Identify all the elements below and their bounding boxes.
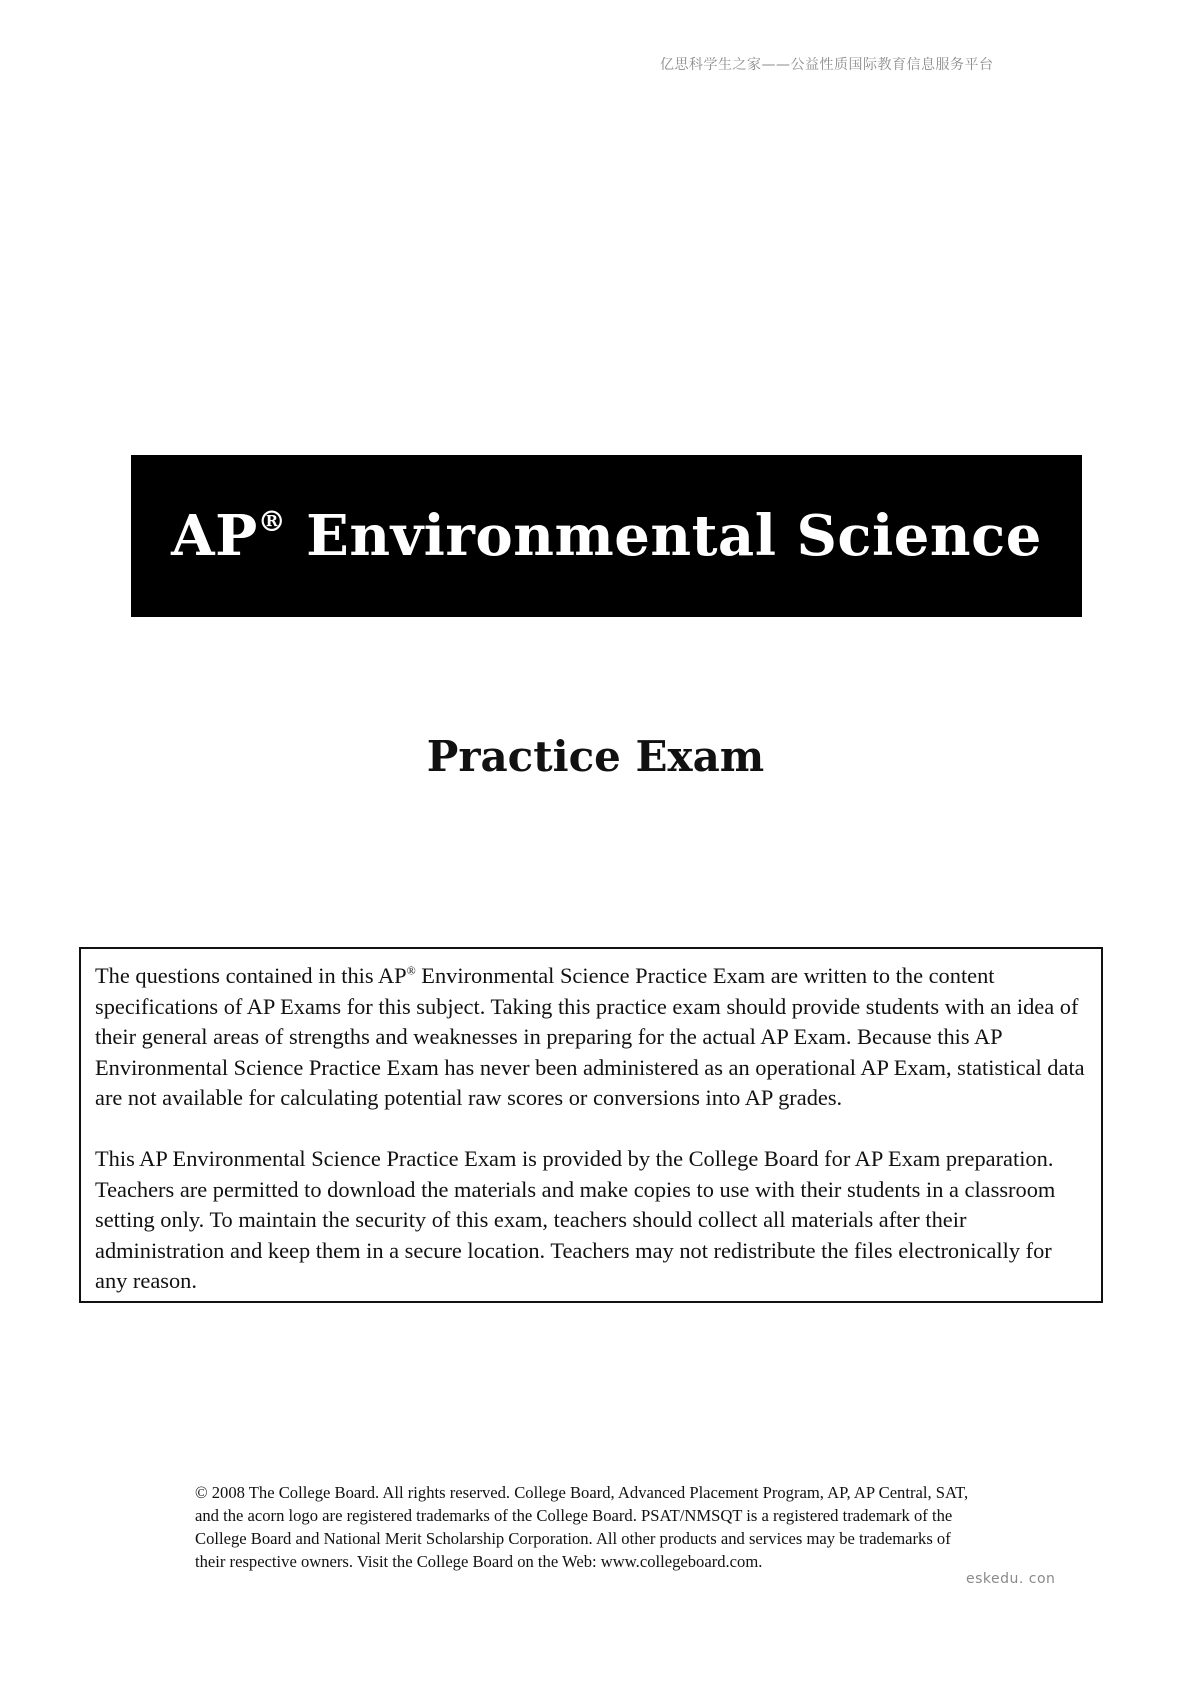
document-subtitle: Practice Exam	[426, 732, 765, 781]
title-banner	[131, 455, 1082, 617]
header-watermark: 亿思科学生之家——公益性质国际教育信息服务平台	[660, 57, 994, 73]
footer-watermark: eskedu. con	[966, 1571, 1056, 1587]
copyright-notice: © 2008 The College Board. All rights reserved. College Board, Advanced Placement Program, AP, AP Central, SAT, and the acorn logo are registered trademarks of the College Board. PSAT/NMSQT is a registered trademark of the College Board and National Merit Scholarship Corporation. All other products and services may be trademarks of their respective owners. Visit the College Board on the Web: www.collegeboard.com.	[195, 1483, 969, 1571]
registered-mark: ®	[257, 505, 287, 539]
notice-p1-prefix: The questions contained in this AP	[95, 963, 407, 988]
notice-paragraph-2: This AP Environmental Science Practice Exam is provided by the College Board for AP Exam preparation. Teachers are permitted to download the materials and make copies to use with their students in a classroom setting only. To maintain the security of this exam, teachers should collect all materials after their administration and keep them in a secure location. Teachers may not redistribute the files electronically for any reason.	[95, 1145, 1056, 1294]
notice-p1-suffix: Environmental Science Practice Exam are written to the content specifications of AP Exams for this subject. Taking this practice exam should provide students with an idea of their general areas of strengths and weaknesses in preparing for the actual AP Exam. Because this AP Environmental Science Practice Exam has never been administered as an operational AP Exam, statistical data are not available for calculating potential raw scores or conversions into AP grades.	[95, 963, 1085, 1111]
notice-box	[79, 947, 1103, 1303]
notice-registered-mark: ®	[406, 963, 416, 978]
notice-paragraph-1	[95, 961, 1085, 1114]
document-title	[171, 503, 1042, 569]
title-prefix: AP	[171, 503, 258, 569]
title-suffix: Environmental Science	[286, 503, 1042, 569]
